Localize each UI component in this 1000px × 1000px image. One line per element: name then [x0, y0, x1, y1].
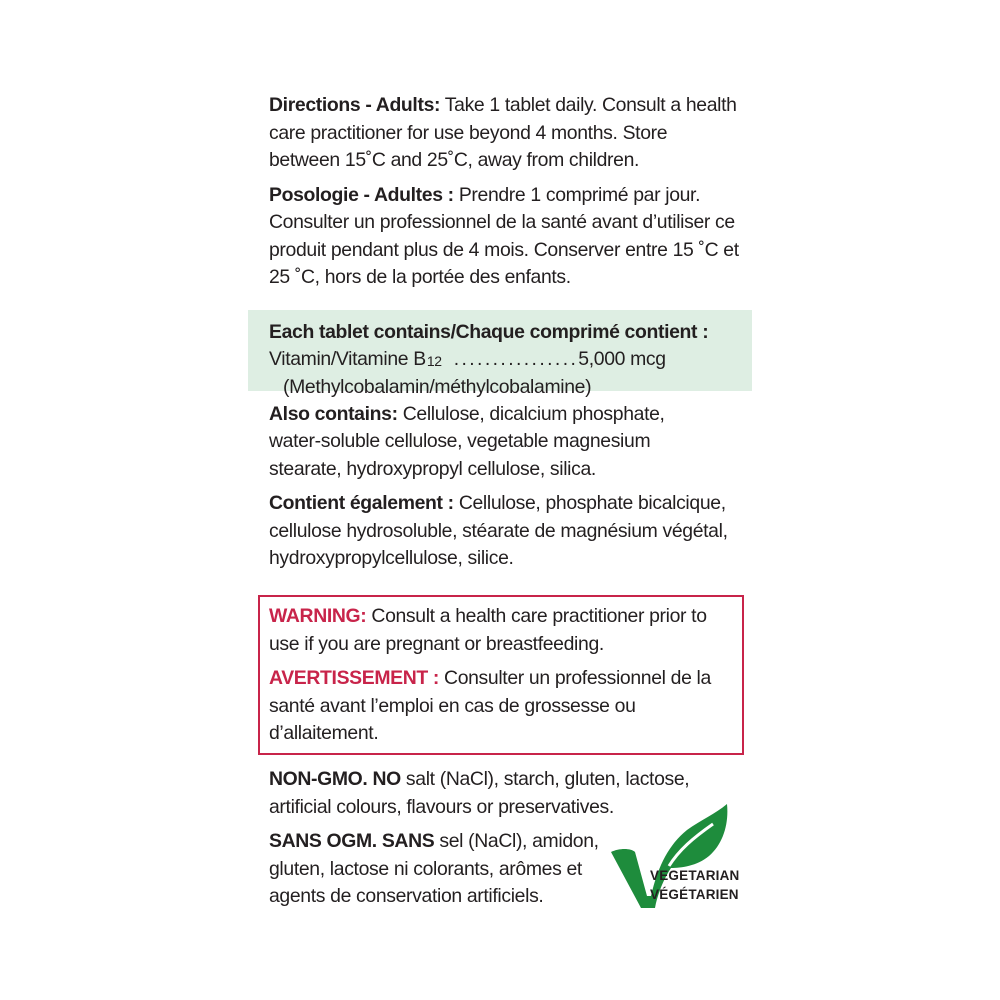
warning-fr-text: Consulter un professionnel de la santé avant l’emploi en cas de grossesse ou d’allaitement.	[269, 667, 711, 744]
free-from-en-text: salt (NaCl), starch, gluten, lactose, artificial colours, flavours or preservatives.	[269, 768, 690, 818]
vegetarian-label-en: VEGETARIAN	[650, 868, 740, 883]
ingredient-form: (Methylcobalamin/méthylcobalamine)	[283, 375, 592, 398]
ingredient-amount: 5,000 mcg	[578, 348, 666, 370]
directions-en	[269, 92, 739, 175]
also-contains-en-label: Also contains:	[269, 402, 398, 425]
ingredient-subscript: 12	[426, 353, 442, 369]
also-contains-fr-label: Contient également :	[269, 492, 454, 514]
warning-en-text: Consult a health care practitioner prior to use if you are pregnant or breastfeeding.	[269, 605, 707, 655]
free-from-fr-label: SANS OGM. SANS	[269, 830, 435, 852]
vegetarian-label-fr: VÉGÉTARIEN	[650, 887, 739, 902]
warning-fr	[269, 665, 719, 748]
directions-fr-label: Posologie - Adultes :	[269, 183, 454, 206]
also-contains-en	[269, 401, 709, 484]
ingredients-panel	[248, 310, 752, 398]
warning-en-label: WARNING:	[269, 605, 367, 627]
product-label	[248, 78, 752, 573]
vegetarian-badge-text	[650, 866, 740, 904]
also-contains-fr-text: Cellulose, phosphate bicalcique, cellulose hydrosoluble, stéarate de magnésium végétal, hydroxypropylcellulose, silice.	[269, 492, 728, 569]
warning-box	[258, 595, 744, 755]
free-from-en-label: NON-GMO. NO	[269, 768, 401, 790]
directions-fr-text: Prendre 1 comprimé par jour. Consulter un professionnel de la santé avant d’utiliser ce produit pendant plus de 4 mois. Conserver entre 15 ˚C et 25 ˚C, hors de la portée des enfants.	[269, 183, 739, 288]
warning-en	[269, 603, 729, 658]
ingredient-form-row	[269, 374, 752, 402]
ingredient-row	[269, 346, 752, 374]
free-from-fr-text: sel (NaCl), amidon, gluten, lactose ni colorants, arômes et agents de conservation artificiels.	[269, 830, 599, 907]
directions-en-text: Take 1 tablet daily. Consult a health care practitioner for use beyond 4 months. Store between 15˚C and 25˚C, away from children.	[269, 94, 737, 171]
ingredient-dots: ................	[453, 348, 579, 370]
directions-en-label: Directions - Adults:	[269, 94, 441, 116]
free-from-fr	[269, 828, 599, 911]
also-contains-fr	[269, 490, 739, 573]
ingredient-name: Vitamin/Vitamine B	[269, 348, 426, 370]
ingredients-heading: Each tablet contains/Chaque comprimé contient :	[269, 320, 709, 343]
directions-fr	[269, 182, 751, 292]
warning-fr-label: AVERTISSEMENT :	[269, 667, 439, 689]
also-contains-en-text: Cellulose, dicalcium phosphate, water-soluble cellulose, vegetable magnesium stearate, hydroxypropyl cellulose, silica.	[269, 402, 665, 480]
